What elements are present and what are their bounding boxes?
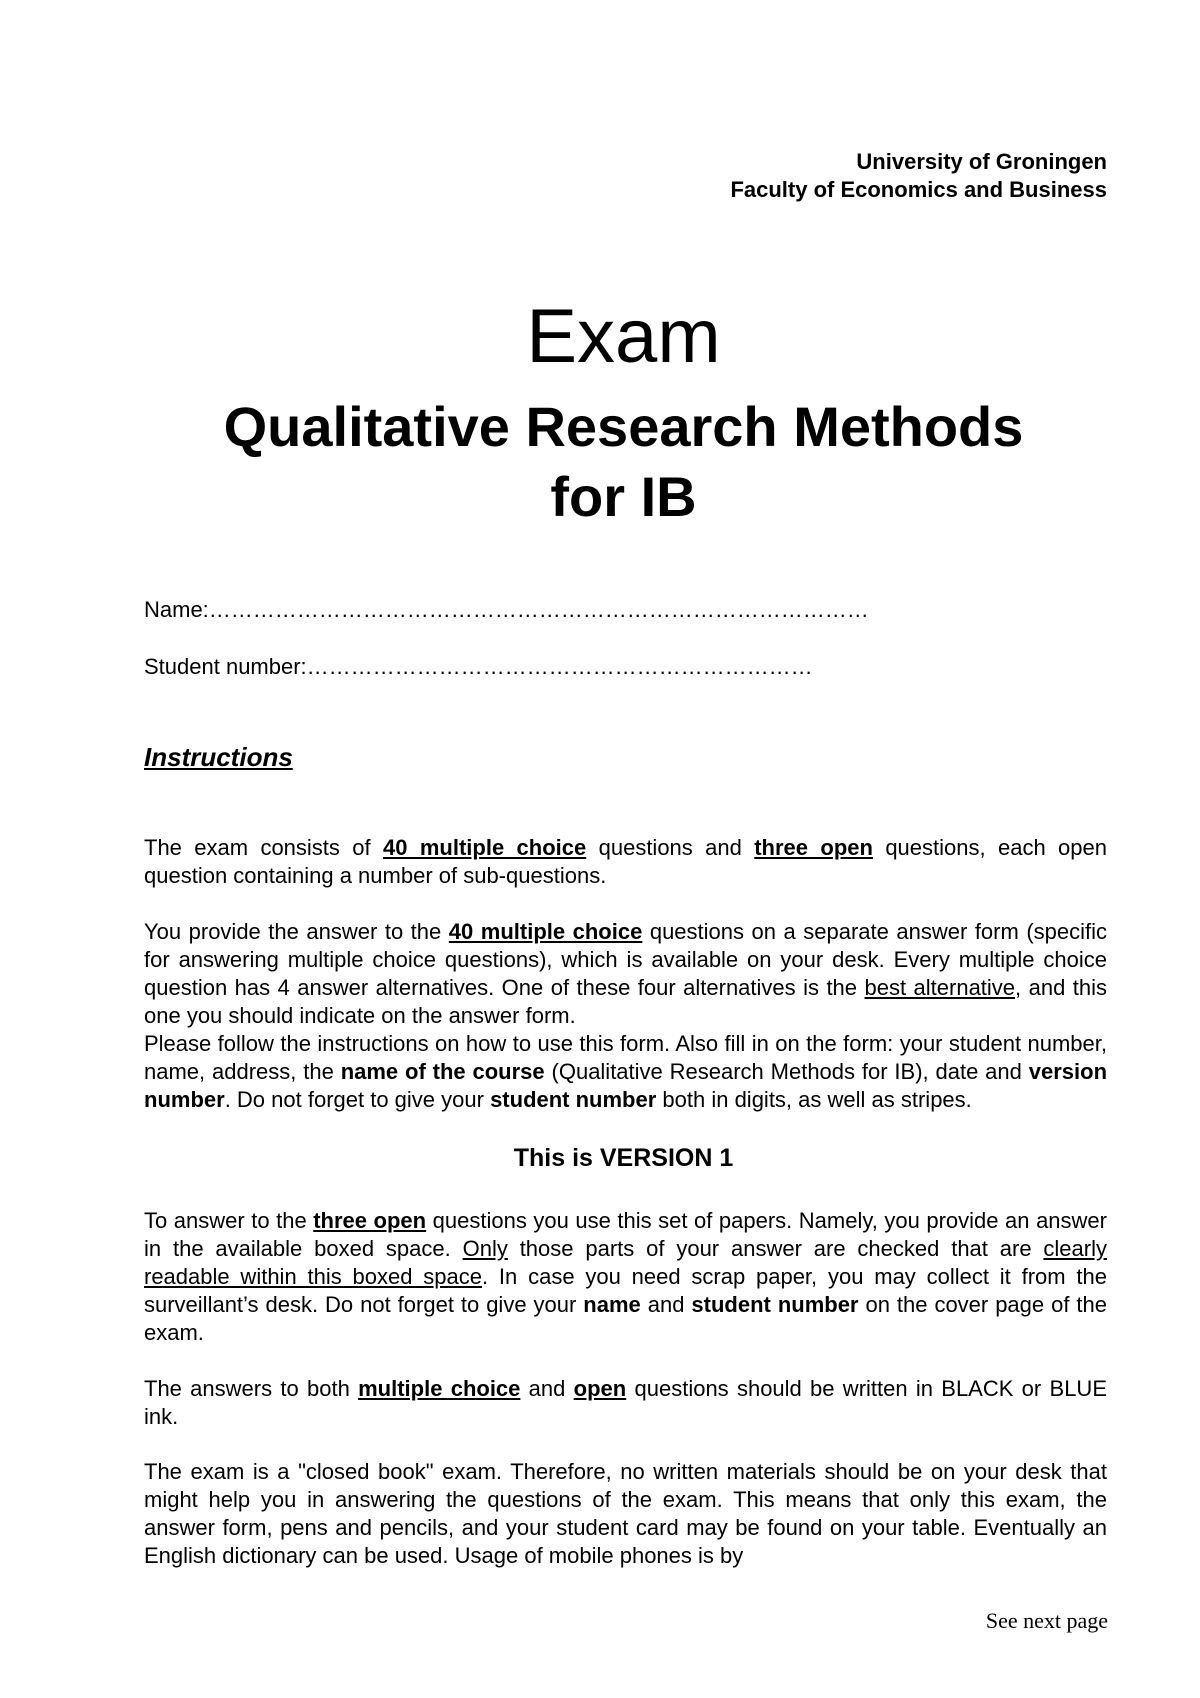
name-field[interactable]: Name:……………………………………………………………………………… xyxy=(144,597,869,622)
course-title xyxy=(0,392,1200,532)
student-number-field[interactable]: Student number:…………………………………………………………… xyxy=(144,654,813,679)
university-name: University of Groningen xyxy=(856,149,1107,174)
course-title-line1: Qualitative Research Methods xyxy=(223,395,1024,458)
instructions-paragraph-closed-book: The exam is a "closed book" exam. Therefore, no written materials should be on your desk that might help you in answering the questions of the exam. This means that only this exam, the answer form, pens and pencils, and your student card may be found on your table. Eventually an English dictionary can be used. Usage of mobile phones is by xyxy=(144,1459,1107,1568)
form-instructions-text: Please follow the instructions on how to use this form. Also fill in on the form: your student number, name, address, the name of the course (Qualitative Research Methods for IB), date and version number. Do not forget to give your student number both in digits, as well as stripes. xyxy=(144,1031,1108,1112)
instructions-heading: Instructions xyxy=(144,742,293,772)
instructions-paragraph-2 xyxy=(144,918,1107,1114)
see-next-page-note: See next page xyxy=(985,1608,1108,1633)
multiple-choice-answer-form-text: You provide the answer to the 40 multiple choice questions on a separate answer form (specific for answering multiple choice questions), which is available on your desk. Every multiple choice question has 4 answer alternatives. One of these four alternatives is the best alternative, and this one you should indicate on the answer form. xyxy=(144,919,1108,1028)
instructions-paragraph-ink: The answers to both multiple choice and open questions should be written in BLACK or BLUE ink. xyxy=(144,1376,1107,1429)
course-title-line2: for IB xyxy=(550,465,697,528)
version-label: This is VERSION 1 xyxy=(513,1144,734,1172)
instructions-paragraph-open-questions: To answer to the three open questions you use this set of papers. Namely, you provide an answer in the available boxed space. Only those parts of your answer are checked that are clearly readable within this boxed space. In case you need scrap paper, you may collect it from the surveillant’s desk. Do not forget to give your name and student number on the cover page of the exam. xyxy=(144,1208,1107,1345)
exam-title: Exam xyxy=(526,294,721,379)
institution-header xyxy=(730,148,1107,204)
instructions-paragraph-1: The exam consists of 40 multiple choice questions and three open questions, each open question containing a number of sub-questions. xyxy=(144,835,1107,888)
faculty-name: Faculty of Economics and Business xyxy=(730,177,1107,202)
